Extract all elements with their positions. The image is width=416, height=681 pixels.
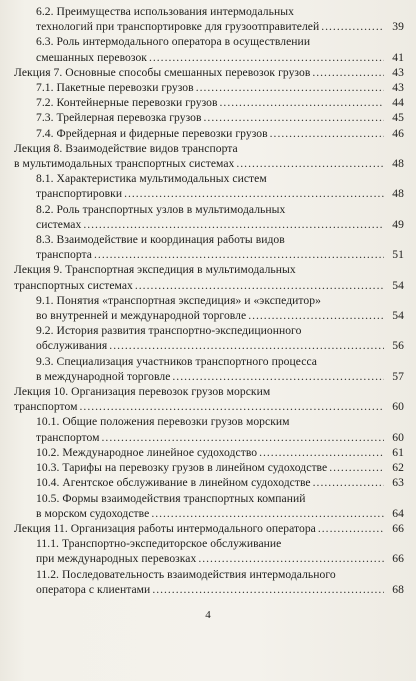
toc-entry-text: в морском судоходстве bbox=[36, 506, 150, 520]
toc-entry-text: 10.4. Агентское обслуживание в линейном судоходстве bbox=[36, 476, 311, 490]
toc-page-number: 66 bbox=[392, 552, 404, 566]
toc-page-number: 64 bbox=[392, 506, 404, 520]
toc-entry-text: 10.3. Тарифы на перевозку грузов в линейном судоходстве bbox=[36, 461, 328, 475]
toc-section-entry bbox=[14, 460, 404, 475]
toc-section-entry bbox=[14, 4, 404, 34]
toc-entry-last-line bbox=[36, 110, 404, 125]
toc-section-entry bbox=[14, 567, 404, 597]
toc-section-entry bbox=[14, 491, 404, 521]
toc-page-number: 60 bbox=[392, 430, 404, 444]
toc-entry-last-line bbox=[36, 217, 404, 232]
toc-entry-line: 8.1. Характеристика мультимодальных систем bbox=[36, 172, 267, 186]
toc-section-entry bbox=[14, 171, 404, 201]
toc-section-entry bbox=[14, 354, 404, 384]
toc-entry-text: технологий при транспортировке для грузоотправителей bbox=[36, 20, 320, 34]
toc-entry-last-line bbox=[36, 369, 404, 384]
toc-entry-text: Лекция 7. Основные способы смешанных перевозок грузов bbox=[14, 65, 311, 79]
toc-entry-last-line bbox=[36, 95, 404, 110]
toc-entry-line: 8.2. Роль транспортных узлов в мультимодальных bbox=[36, 202, 286, 216]
toc-page-number: 66 bbox=[392, 521, 404, 535]
dot-leader bbox=[196, 80, 384, 95]
toc-entry-text: транспорта bbox=[36, 248, 93, 262]
toc-lecture-entry bbox=[14, 384, 404, 414]
toc-entry-text: во внутренней и международной торговле bbox=[36, 309, 247, 323]
toc-entry-last-line bbox=[36, 551, 404, 566]
toc-section-entry bbox=[14, 110, 404, 125]
toc-page-number: 60 bbox=[392, 400, 404, 414]
toc-entry-last-line bbox=[36, 475, 404, 490]
toc-entry-text: обслуживания bbox=[36, 339, 108, 353]
toc-page-number: 49 bbox=[392, 217, 404, 231]
toc-entry-text: смешанных перевозок bbox=[36, 50, 147, 64]
toc-entry-line: Лекция 8. Взаимодействие видов транспорта bbox=[14, 141, 238, 155]
toc-section-entry bbox=[14, 34, 404, 64]
toc-entry-last-line bbox=[14, 65, 404, 80]
toc-entry-last-line bbox=[36, 460, 404, 475]
toc-entry-text: 7.4. Фрейдерная и фидерные перевозки грузов bbox=[36, 126, 268, 140]
dot-leader bbox=[313, 475, 384, 490]
toc-entry-line: 10.5. Формы взаимодействия транспортных компаний bbox=[36, 491, 306, 505]
dot-leader bbox=[152, 582, 384, 597]
toc-page-number: 57 bbox=[392, 369, 404, 383]
dot-leader bbox=[80, 399, 384, 414]
toc-page-number: 51 bbox=[392, 248, 404, 262]
toc-section-entry bbox=[14, 536, 404, 566]
toc-entry-last-line bbox=[36, 506, 404, 521]
toc-section-entry bbox=[14, 80, 404, 95]
toc-lecture-entry bbox=[14, 65, 404, 80]
dot-leader bbox=[94, 247, 384, 262]
toc-entry-last-line bbox=[36, 308, 404, 323]
toc-entry-last-line bbox=[36, 186, 404, 201]
dot-leader bbox=[149, 50, 384, 65]
toc-entry-text: 10.2. Международное линейное судоходство bbox=[36, 445, 258, 459]
table-of-contents bbox=[14, 4, 404, 597]
toc-page-number: 46 bbox=[392, 126, 404, 140]
dot-leader bbox=[259, 445, 384, 460]
toc-entry-last-line bbox=[14, 399, 404, 414]
toc-section-entry bbox=[14, 202, 404, 232]
toc-page-number: 61 bbox=[392, 445, 404, 459]
toc-entry-text: транспортом bbox=[36, 430, 100, 444]
toc-section-entry bbox=[14, 95, 404, 110]
toc-entry-last-line bbox=[14, 521, 404, 536]
toc-entry-line: 11.2. Последовательность взаимодействия интермодального bbox=[36, 567, 336, 581]
toc-entry-last-line bbox=[36, 430, 404, 445]
dot-leader bbox=[220, 95, 384, 110]
toc-entry-last-line bbox=[36, 80, 404, 95]
toc-page-number: 54 bbox=[392, 309, 404, 323]
toc-entry-text: в международной торговле bbox=[36, 369, 171, 383]
toc-entry-line: 6.2. Преимущества использования интермодальных bbox=[36, 5, 294, 18]
toc-entry-line: 9.1. Понятия «транспортная экспедиция» и «экспедитор» bbox=[36, 293, 321, 307]
toc-entry-text: 7.1. Пакетные перевозки грузов bbox=[36, 81, 194, 95]
toc-section-entry bbox=[14, 445, 404, 460]
toc-page-number: 39 bbox=[392, 20, 404, 34]
toc-page-number: 63 bbox=[392, 476, 404, 490]
toc-page-number: 48 bbox=[392, 157, 404, 171]
toc-entry-line: 9.3. Специализация участников транспортного процесса bbox=[36, 354, 317, 368]
toc-entry-text: 7.3. Трейлерная перевозка грузов bbox=[36, 111, 202, 125]
toc-entry-line: 11.1. Транспортно-экспедиторское обслуживание bbox=[36, 537, 282, 551]
dot-leader bbox=[102, 430, 384, 445]
toc-page-number: 41 bbox=[392, 50, 404, 64]
toc-page-number: 62 bbox=[392, 461, 404, 475]
toc-entry-text: Лекция 11. Организация работы интермодального оператора bbox=[14, 521, 316, 535]
toc-page-number: 43 bbox=[392, 65, 404, 79]
dot-leader bbox=[270, 126, 384, 141]
toc-entry-last-line bbox=[36, 19, 404, 34]
toc-entry-last-line bbox=[36, 247, 404, 262]
toc-entry-text: в мультимодальных транспортных системах bbox=[14, 157, 235, 171]
dot-leader bbox=[198, 551, 384, 566]
dot-leader bbox=[172, 369, 384, 384]
toc-entry-text: 7.2. Контейнерные перевозки грузов bbox=[36, 96, 218, 110]
toc-entry-last-line bbox=[36, 445, 404, 460]
toc-page-number: 68 bbox=[392, 582, 404, 596]
toc-entry-last-line bbox=[36, 126, 404, 141]
toc-entry-text: оператора с клиентами bbox=[36, 582, 151, 596]
dot-leader bbox=[329, 460, 384, 475]
toc-lecture-entry bbox=[14, 521, 404, 536]
toc-page-number: 45 bbox=[392, 111, 404, 125]
toc-entry-last-line bbox=[36, 582, 404, 597]
toc-entry-line: Лекция 9. Транспортная экспедиция в мультимодальных bbox=[14, 263, 296, 277]
toc-section-entry bbox=[14, 414, 404, 444]
dot-leader bbox=[248, 308, 384, 323]
toc-entry-text: транспортом bbox=[14, 400, 78, 414]
toc-section-entry bbox=[14, 323, 404, 353]
toc-section-entry bbox=[14, 475, 404, 490]
toc-section-entry bbox=[14, 126, 404, 141]
toc-entry-line: 10.1. Общие положения перевозки грузов морским bbox=[36, 415, 290, 429]
toc-entry-text: при международных перевозках bbox=[36, 552, 197, 566]
toc-entry-last-line bbox=[36, 50, 404, 65]
dot-leader bbox=[124, 186, 384, 201]
toc-entry-text: системах bbox=[36, 217, 82, 231]
toc-section-entry bbox=[14, 293, 404, 323]
toc-page-number: 54 bbox=[392, 278, 404, 292]
dot-leader bbox=[151, 506, 384, 521]
toc-entry-line: 9.2. История развития транспортно-экспедиционного bbox=[36, 324, 302, 338]
toc-page-number: 44 bbox=[392, 96, 404, 110]
dot-leader bbox=[321, 19, 384, 34]
toc-lecture-entry bbox=[14, 141, 404, 171]
toc-section-entry bbox=[14, 232, 404, 262]
toc-entry-line: 8.3. Взаимодействие и координация работы видов bbox=[36, 233, 285, 247]
page-number: 4 bbox=[205, 609, 211, 621]
toc-page-number: 43 bbox=[392, 81, 404, 95]
dot-leader bbox=[109, 338, 384, 353]
toc-entry-text: транспортировки bbox=[36, 187, 123, 201]
dot-leader bbox=[135, 278, 384, 293]
dot-leader bbox=[83, 217, 384, 232]
toc-entry-text: транспортных системах bbox=[14, 278, 133, 292]
dot-leader bbox=[318, 521, 384, 536]
toc-lecture-entry bbox=[14, 262, 404, 292]
toc-page-number: 56 bbox=[392, 339, 404, 353]
dot-leader bbox=[236, 156, 384, 171]
toc-entry-line: Лекция 10. Организация перевозок грузов морским bbox=[14, 385, 271, 399]
dot-leader bbox=[312, 65, 384, 80]
toc-entry-last-line bbox=[14, 278, 404, 293]
toc-entry-last-line bbox=[14, 156, 404, 171]
dot-leader bbox=[204, 110, 384, 125]
toc-entry-last-line bbox=[36, 338, 404, 353]
toc-entry-line: 6.3. Роль интермодального оператора в осуществлении bbox=[36, 35, 311, 49]
toc-page-number: 48 bbox=[392, 187, 404, 201]
